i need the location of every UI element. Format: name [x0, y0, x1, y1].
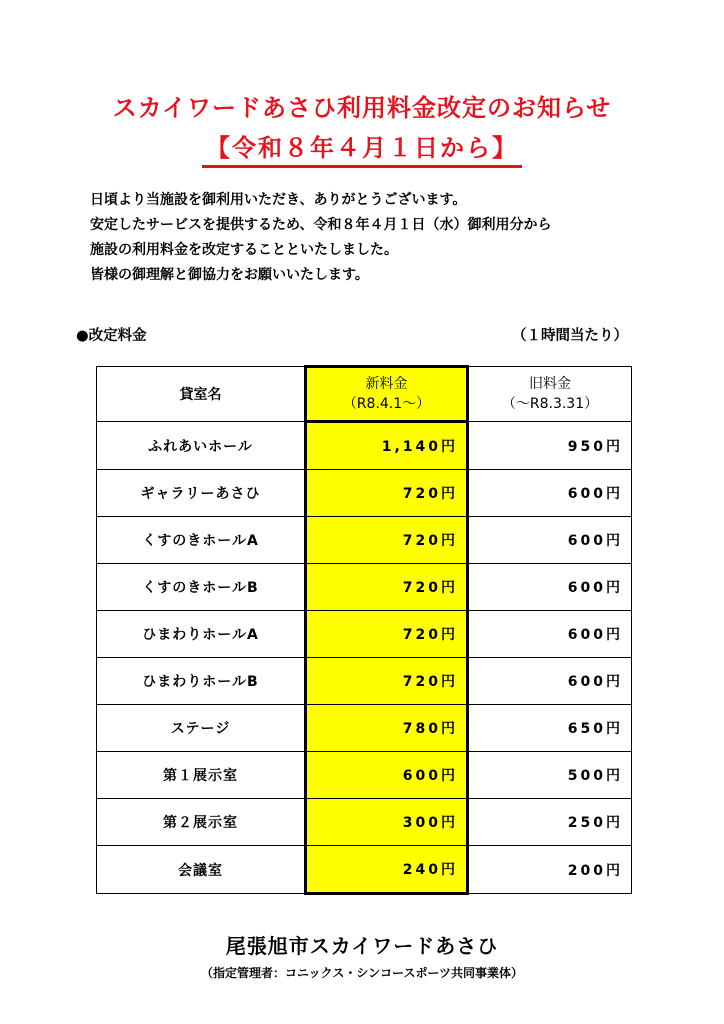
header-new-period: （R8.4.1〜）: [342, 396, 431, 412]
new-fee: 720円: [306, 564, 468, 611]
old-fee: 250円: [468, 799, 632, 846]
intro-paragraph: [90, 188, 551, 288]
header-new-label: 新料金: [365, 376, 408, 392]
old-fee: 600円: [468, 564, 632, 611]
new-fee: 780円: [306, 705, 468, 752]
new-fee: 720円: [306, 658, 468, 705]
old-fee: 950円: [468, 422, 632, 470]
new-fee: 240円: [306, 846, 468, 894]
room-name: くすのきホールA: [97, 517, 306, 564]
section-label: ●改定料金: [76, 328, 147, 344]
table-row: [97, 470, 632, 517]
table-row: [97, 564, 632, 611]
unit-note: （１時間当たり）: [512, 328, 628, 344]
new-fee: 600円: [306, 752, 468, 799]
old-fee: 600円: [468, 517, 632, 564]
room-name: 第１展示室: [97, 752, 306, 799]
notice-subtitle: [0, 128, 724, 168]
table-header-row: [97, 367, 632, 422]
intro-line: 皆様の御理解と御協力をお願いいたします。: [90, 267, 369, 283]
room-name: ひまわりホールA: [97, 611, 306, 658]
old-fee: 600円: [468, 611, 632, 658]
room-name: 会議室: [97, 846, 306, 894]
table-row: [97, 752, 632, 799]
fee-table: [96, 365, 632, 895]
new-fee: 720円: [306, 517, 468, 564]
effective-date: 【令和８年４月１日から】: [202, 128, 522, 168]
table-row: [97, 658, 632, 705]
intro-line: 施設の利用料金を改定することといたしました。: [90, 242, 398, 258]
room-name: ステージ: [97, 705, 306, 752]
old-fee: 600円: [468, 658, 632, 705]
notice-title: スカイワードあさひ利用料金改定のお知らせ: [112, 94, 612, 122]
header-old-period: （〜R8.3.31）: [501, 396, 599, 412]
new-fee: 300円: [306, 799, 468, 846]
old-fee: 600円: [468, 470, 632, 517]
facility-manager: （指定管理者：コニックス・シンコースポーツ共同事業体）: [200, 966, 524, 980]
room-name: ふれあいホール: [97, 422, 306, 470]
new-fee: 1,140円: [306, 422, 468, 470]
room-name: ギャラリーあさひ: [97, 470, 306, 517]
room-name: 第２展示室: [97, 799, 306, 846]
header-room: 貸室名: [97, 367, 306, 422]
table-row: [97, 611, 632, 658]
intro-line: 安定したサービスを提供するため、令和８年４月１日（水）御利用分から: [90, 217, 552, 233]
room-name: くすのきホールB: [97, 564, 306, 611]
table-row: [97, 799, 632, 846]
facility-name: 尾張旭市スカイワードあさひ: [225, 934, 499, 958]
room-name: ひまわりホールB: [97, 658, 306, 705]
table-row: [97, 846, 632, 894]
new-fee: 720円: [306, 611, 468, 658]
header-old-label: 旧料金: [529, 376, 571, 392]
intro-line: 日頃より当施設を御利用いただき、ありがとうございます。: [90, 192, 467, 208]
new-fee: 720円: [306, 470, 468, 517]
old-fee: 200円: [468, 846, 632, 894]
old-fee: 500円: [468, 752, 632, 799]
old-fee: 650円: [468, 705, 632, 752]
table-row: [97, 422, 632, 470]
table-row: [97, 705, 632, 752]
header-old-fee: [468, 367, 632, 422]
table-row: [97, 517, 632, 564]
header-new-fee: [306, 367, 468, 422]
